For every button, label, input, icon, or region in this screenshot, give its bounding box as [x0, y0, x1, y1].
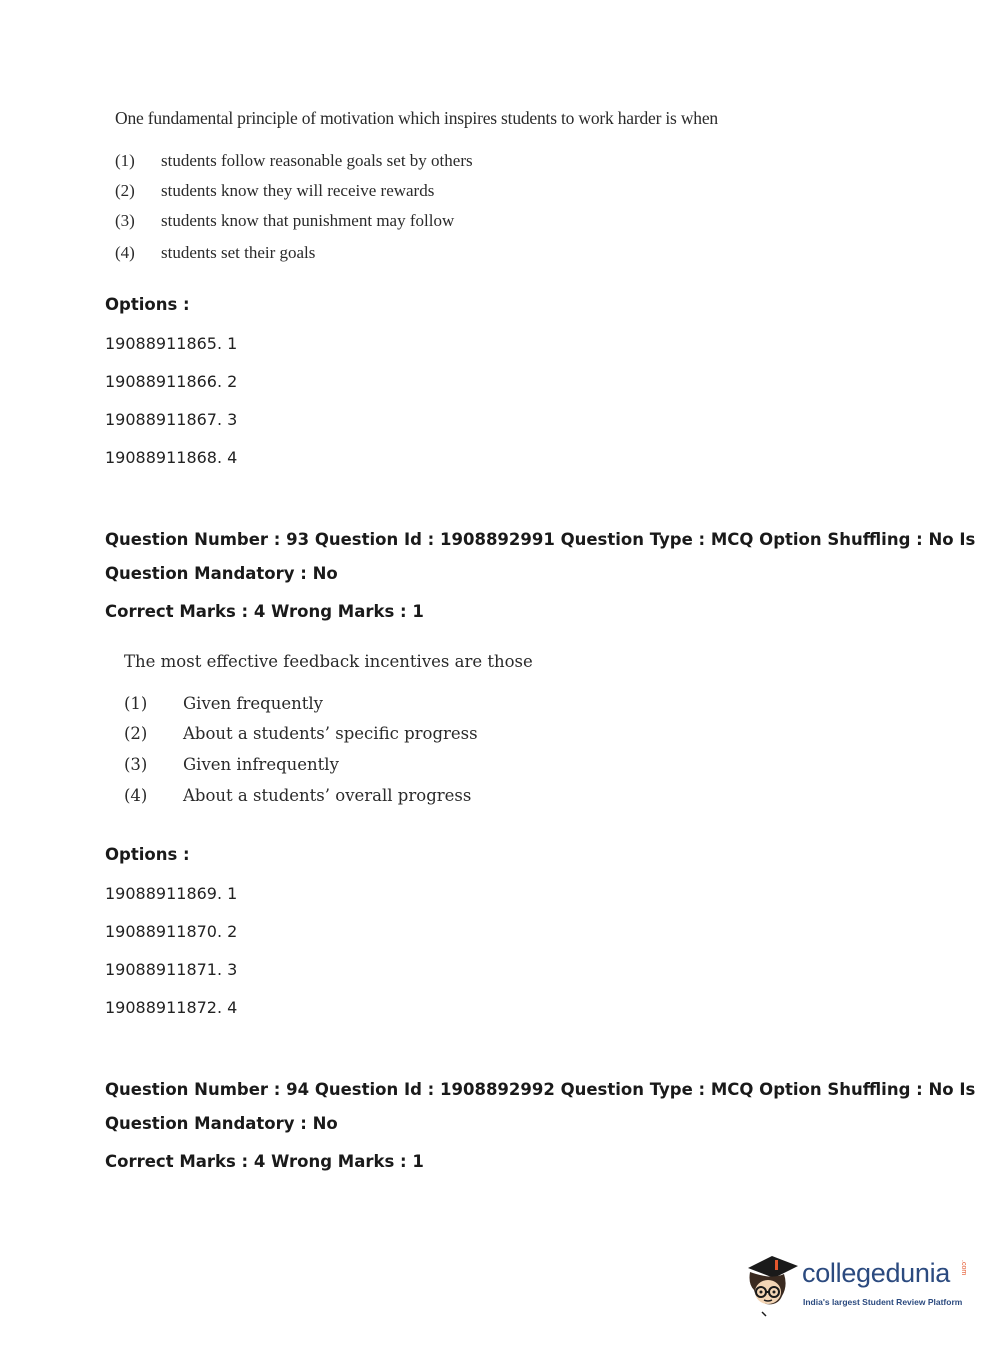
choice-text: students know they will receive rewards	[161, 181, 435, 200]
question-92-choice-3	[115, 211, 454, 231]
question-94-mandatory: Question Mandatory : No	[105, 1114, 338, 1133]
choice-text: Given infrequently	[183, 755, 339, 774]
question-93-choice-1	[124, 694, 323, 713]
mascot-icon	[742, 1250, 800, 1320]
options-label: Options :	[105, 845, 190, 864]
question-92-choice-4	[115, 243, 315, 263]
choice-text: Given frequently	[183, 694, 323, 713]
choice-number: (2)	[115, 181, 135, 200]
option-id: 19088911868. 4	[105, 448, 238, 467]
choice-text: About a students’ specific progress	[183, 724, 478, 743]
logo-wordmark: collegedunia	[802, 1258, 951, 1288]
question-93-choice-3	[124, 755, 339, 774]
question-92-choice-1	[115, 151, 473, 171]
choice-number: (1)	[124, 694, 148, 713]
choice-number: (3)	[124, 755, 148, 774]
choice-number: (4)	[115, 243, 135, 262]
choice-text: students know that punishment may follow	[161, 211, 455, 230]
option-id: 19088911870. 2	[105, 922, 238, 941]
option-id: 19088911866. 2	[105, 372, 238, 391]
question-93-stem: The most effective feedback incentives are those	[124, 652, 533, 671]
choice-text: About a students’ overall progress	[183, 786, 472, 805]
choice-number: (4)	[124, 786, 148, 805]
question-93-choice-2	[124, 724, 478, 743]
choice-number: (2)	[124, 724, 148, 743]
choice-text: students follow reasonable goals set by others	[161, 151, 473, 170]
question-93-mandatory: Question Mandatory : No	[105, 564, 338, 583]
question-93-header: Question Number : 93 Question Id : 1908892991 Question Type : MCQ Option Shuffling : No Is	[105, 530, 976, 549]
options-label: Options :	[105, 295, 190, 314]
option-id: 19088911867. 3	[105, 410, 238, 429]
logo-tagline: India's largest Student Review Platform	[803, 1297, 963, 1307]
question-92-stem: One fundamental principle of motivation which inspires students to work harder is when	[115, 108, 718, 128]
collegedunia-logo	[742, 1250, 972, 1320]
question-93-marks: Correct Marks : 4 Wrong Marks : 1	[105, 602, 424, 621]
option-id: 19088911872. 4	[105, 998, 238, 1017]
question-94-marks: Correct Marks : 4 Wrong Marks : 1	[105, 1152, 424, 1171]
question-94-header: Question Number : 94 Question Id : 1908892992 Question Type : MCQ Option Shuffling : No Is	[105, 1080, 976, 1099]
option-id: 19088911869. 1	[105, 884, 238, 903]
option-id: 19088911871. 3	[105, 960, 238, 979]
question-93-choice-4	[124, 786, 471, 805]
choice-number: (3)	[115, 211, 135, 230]
option-id: 19088911865. 1	[105, 334, 238, 353]
question-92-choice-2	[115, 181, 434, 201]
choice-text: students set their goals	[161, 243, 316, 262]
logo-domain: .com	[960, 1260, 967, 1276]
choice-number: (1)	[115, 151, 135, 170]
